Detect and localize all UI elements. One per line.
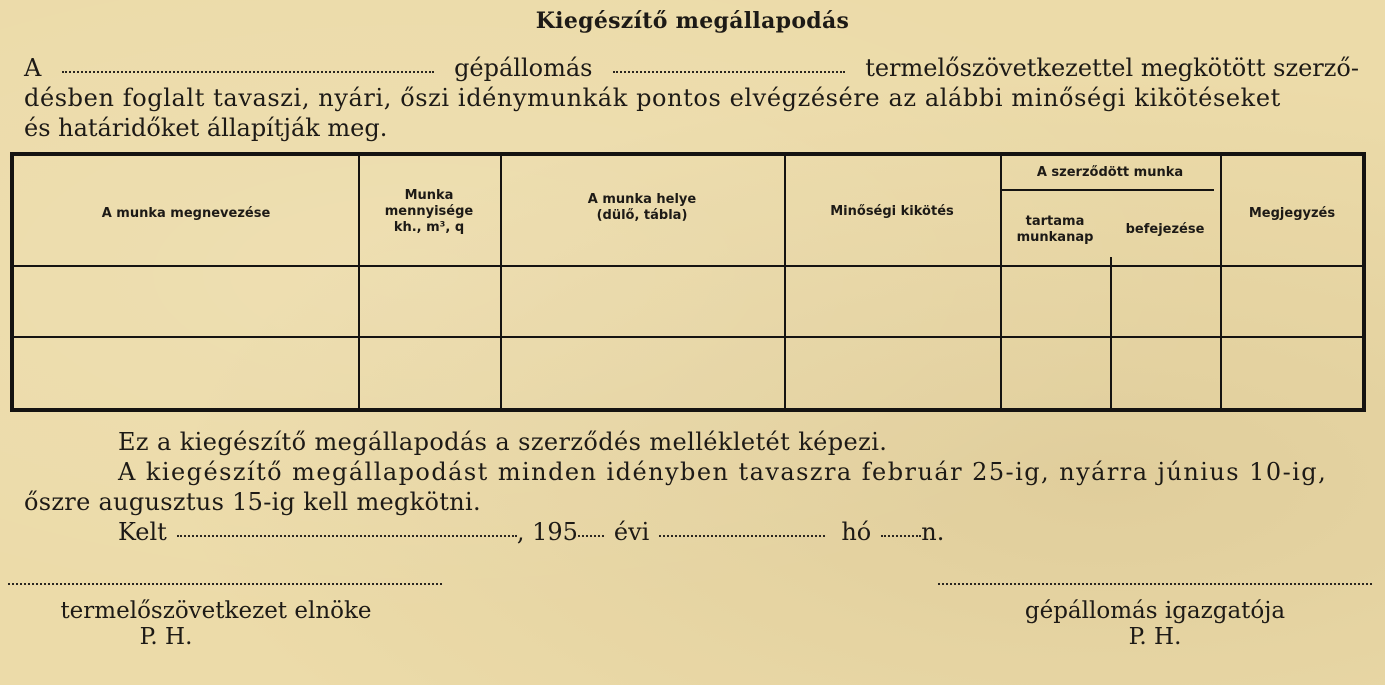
day-blank[interactable]: [881, 535, 921, 537]
col-header-quantity: [358, 188, 500, 236]
footer-line-2: [118, 458, 1350, 486]
col-header-quality: Minőségi kikötés: [830, 204, 954, 219]
right-signature-title: gépállomás igazgatója: [1024, 598, 1286, 624]
footer-line-2-text: A kiegészítő megállapodást minden idényben tavaszra február 25-ig, nyárra június 10-ig,: [118, 458, 1328, 486]
col-header-note: Megjegyzés: [1248, 206, 1336, 221]
footer-line-3: őszre augusztus 15-ig kell megkötni.: [24, 488, 481, 516]
intro-line-2: désben foglalt tavaszi, nyári, őszi idénymunkák pontos elvégzésére az alábbi minőségi kikötéseket: [24, 84, 1281, 112]
col-header-contracted-work: A szerződött munka: [1036, 165, 1184, 180]
table-divider: [1110, 257, 1112, 408]
intro-coop: termelőszövetkezettel megkötött szerző-: [865, 54, 1359, 82]
evi-label: évi: [613, 518, 650, 546]
col-header-name: A munka megnevezése: [101, 206, 271, 221]
month-blank[interactable]: [659, 535, 825, 537]
intro-line-1: [24, 54, 1359, 82]
kelt-label: Kelt: [118, 518, 167, 546]
row-rule: [14, 336, 1362, 338]
col-header-duration-line2: munkanap: [1016, 230, 1094, 245]
col-header-duration-line1: tartama: [1025, 214, 1085, 229]
document-title: Kiegészítő megállapodás: [535, 8, 850, 34]
right-signature-ph: P. H.: [1128, 624, 1182, 650]
group-header-rule: [1000, 189, 1214, 191]
col-header-quantity-line3: kh., m³, q: [393, 220, 465, 235]
date-line: [118, 518, 944, 546]
left-signature-title: termelőszövetkezet elnöke: [60, 598, 372, 624]
footer-line-1: Ez a kiegészítő megállapodás a szerződés mellékletét képezi.: [118, 428, 888, 456]
col-header-place: [500, 192, 784, 224]
left-signature-line[interactable]: [8, 583, 442, 585]
header-rule: [14, 265, 1362, 267]
col-header-quantity-line2: mennyisége: [384, 204, 474, 219]
station-name-blank[interactable]: [62, 71, 434, 73]
coop-name-blank[interactable]: [613, 71, 845, 73]
intro-line-3: és határidőket állapítják meg.: [24, 114, 388, 142]
table-divider: [784, 156, 786, 408]
col-header-completion: befejezése: [1125, 222, 1205, 237]
right-signature-line[interactable]: [938, 583, 1372, 585]
ho-label: hó: [841, 518, 872, 546]
left-signature-block: [46, 598, 386, 650]
intro-station: gépállomás: [454, 54, 593, 82]
left-signature-ph: P. H.: [139, 624, 193, 650]
col-header-quantity-line1: Munka: [404, 188, 454, 203]
place-blank[interactable]: [177, 535, 517, 537]
year-label: , 195: [516, 518, 578, 546]
col-header-duration: [1000, 214, 1110, 246]
n-label: n.: [921, 518, 945, 546]
right-signature-block: [985, 598, 1325, 650]
col-header-place-line1: A munka helye: [587, 192, 697, 207]
work-table: [10, 152, 1366, 412]
col-header-place-line2: (dülő, tábla): [596, 208, 688, 223]
table-divider: [1220, 156, 1222, 408]
year-blank[interactable]: [578, 535, 604, 537]
table-divider: [1000, 156, 1002, 408]
intro-a: A: [24, 54, 42, 82]
